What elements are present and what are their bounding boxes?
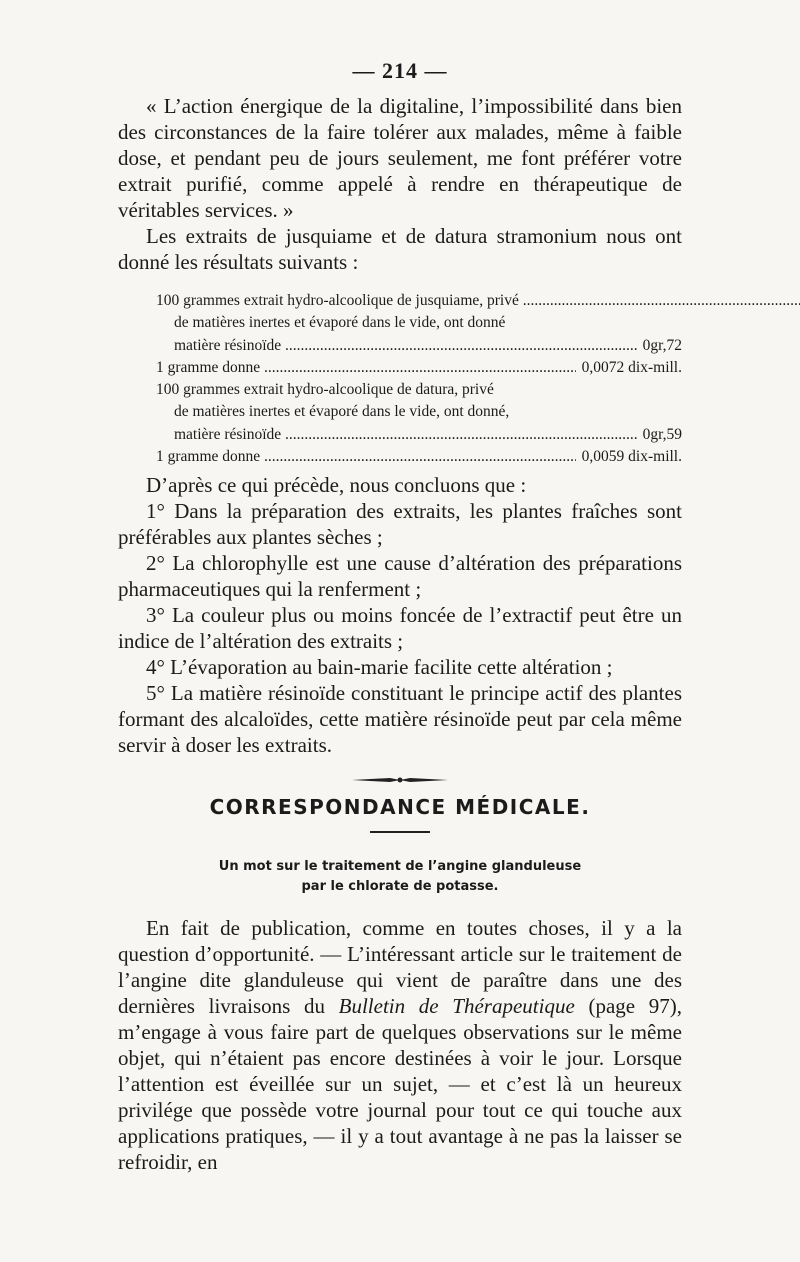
conclusion-item: 5° La matière résinoïde constituant le principe actif des plantes formant des alcaloïdes, cette matière résinoïde peut par cela même servir à doser les extraits. <box>118 681 682 757</box>
table-row <box>156 424 682 446</box>
conclusion-item: 4° L’évaporation au bain-marie facilite cette altération ; <box>146 655 613 679</box>
row-value: 0,0059 dix-mill. <box>581 448 682 466</box>
results-table <box>156 290 682 468</box>
row-label: de matières inertes et évaporé dans le vide, ont donné <box>174 314 506 332</box>
subtitle-line: Un mot sur le traitement de l’angine glanduleuse <box>218 859 582 874</box>
row-value: 0gr,72 <box>642 336 682 354</box>
row-label: matière résinoïde ..... <box>174 335 637 357</box>
quote-paragraph: « L’action énergique de la digitaline, l’impossibilité dans bien des circonstances de la faire tolérer aux malades, même à faible dose, et pendant peu de jours seulement, me font préférer votre extrait purifié, comme appelé à rendre en thérapeutique de véritables services. » <box>118 94 682 222</box>
results-intro-paragraph: Les extraits de jusquiame et de datura stramonium nous ont donné les résultats suivants : <box>118 224 682 274</box>
heading-rule <box>370 831 430 833</box>
body-text: En fait de publication, comme en toutes choses, il y a la question d’opportunité. — L’intéressant article sur le traitement de l’angine dite glanduleuse qui vient de paraître dans une des dernières livraisons du <box>118 916 682 1018</box>
table-row <box>156 290 682 312</box>
table-row <box>156 357 682 379</box>
intro-block <box>118 93 682 275</box>
row-value: 0gr,59 <box>642 425 682 443</box>
article-body <box>118 915 682 1175</box>
table-row <box>156 379 682 401</box>
body-text: (page 97), m’engage à vous faire part de quelques observations sur le même objet, qui n’étaient pas encore destinées à voir le jour. Lorsque l’attention est éveillée sur un sujet, — et c’est là un heureux privilége que possède votre journal pour tout ce qui touche aux applications pratiques, — il y a tout avantage à ne pas la laisser se refroidir, en <box>118 994 682 1174</box>
table-row <box>156 401 682 423</box>
table-row <box>156 312 682 334</box>
conclusion-item: 2° La chlorophylle est une cause d’altération des préparations pharmaceutiques qui la renferment ; <box>118 551 682 601</box>
article-subtitle <box>0 857 800 897</box>
row-label: 1 gramme donne ..... <box>156 357 576 379</box>
row-label: matière résinoïde ..... <box>174 424 637 446</box>
conclusion-intro: D’après ce qui précède, nous concluons que : <box>146 473 527 497</box>
conclusions-block <box>118 472 682 758</box>
row-value: 0,0072 dix-mill. <box>581 358 682 376</box>
conclusion-item: 1° Dans la préparation des extraits, les plantes fraîches sont préférables aux plantes sèches ; <box>118 499 682 549</box>
journal-title: Bulletin de Thérapeutique <box>338 994 575 1018</box>
conclusion-item: 3° La couleur plus ou moins foncée de l’extractif peut être un indice de l’altération des extraits ; <box>118 603 682 653</box>
decorative-ornament <box>350 776 450 784</box>
row-label: 1 gramme donne ..... <box>156 446 576 468</box>
row-label: 100 grammes extrait hydro-alcoolique de datura, privé <box>156 381 494 399</box>
table-row <box>156 446 682 468</box>
article-paragraph <box>118 915 682 1175</box>
section-heading: CORRESPONDANCE MÉDICALE. <box>209 795 591 819</box>
row-label: de matières inertes et évaporé dans le vide, ont donné, <box>174 403 510 421</box>
table-row <box>156 335 682 357</box>
page-number: — 214 — <box>352 58 448 83</box>
subtitle-line: par le chlorate de potasse. <box>301 879 499 894</box>
row-label: 100 grammes extrait hydro-alcoolique de jusquiame, privé ..... <box>156 290 800 312</box>
